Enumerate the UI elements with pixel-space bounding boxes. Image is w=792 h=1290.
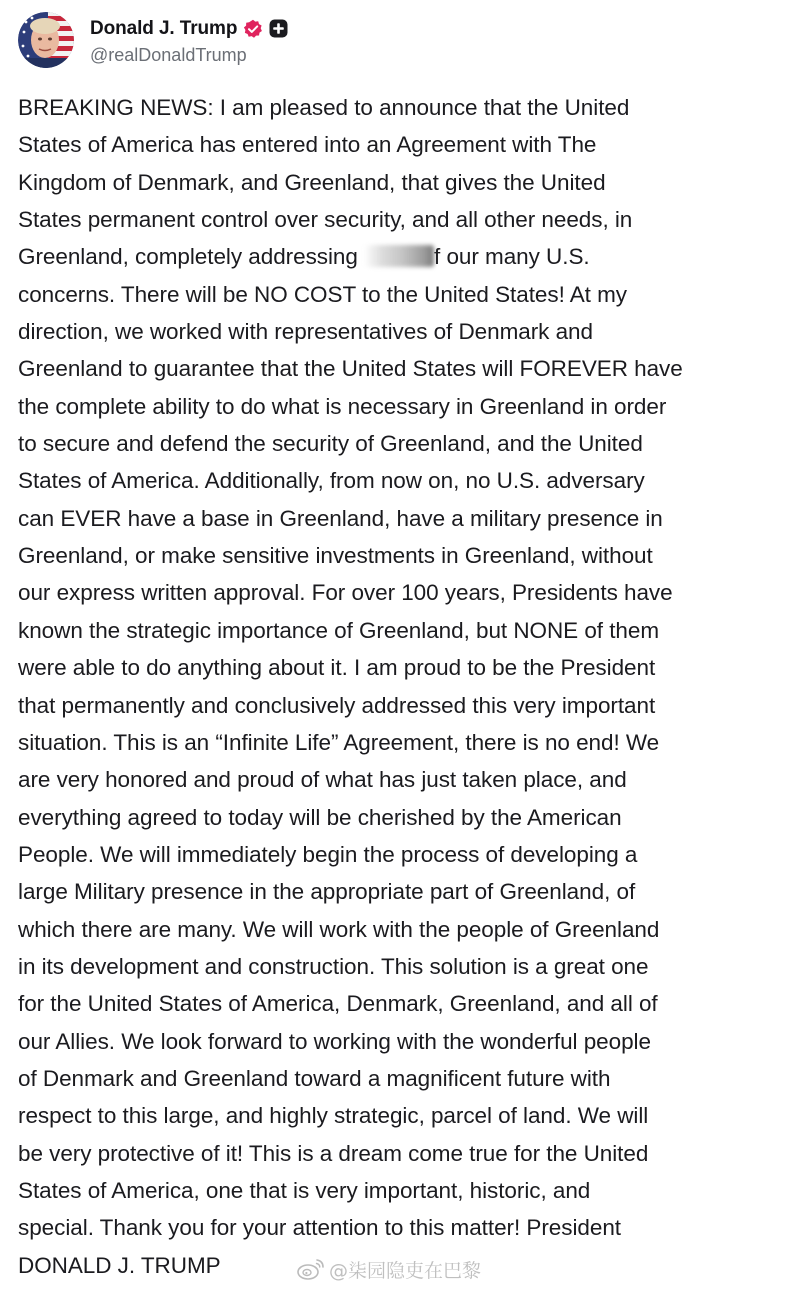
- watermark: [297, 1256, 481, 1282]
- name-block: [90, 15, 288, 66]
- post-line: People. We will immediately begin the process of developing a: [18, 841, 638, 867]
- post-line: can EVER have a base in Greenland, have a military presence in: [18, 505, 663, 531]
- post-line: respect to this large, and highly strategic, parcel of land. We will: [18, 1103, 649, 1129]
- post-line: that permanently and conclusively addressed this very important: [18, 692, 656, 718]
- post-line: known the strategic importance of Greenland, but NONE of them: [18, 617, 660, 643]
- user-handle[interactable]: @realDonaldTrump: [90, 44, 247, 65]
- avatar[interactable]: [18, 12, 74, 68]
- post-line: were able to do anything about it. I am proud to be the President: [18, 655, 656, 681]
- name-row: [90, 15, 288, 43]
- post-line: Greenland to guarantee that the United States will FOREVER have: [18, 356, 683, 382]
- display-name[interactable]: Donald J. Trump: [90, 17, 238, 39]
- post-line-after-redaction: f our many U.S.: [434, 244, 590, 270]
- post-header: [18, 10, 288, 70]
- post-line: States permanent control over security, and all other needs, in: [18, 207, 633, 233]
- post-line: special. Thank you for your attention to this matter! President: [18, 1215, 621, 1241]
- post-line: everything agreed to today will be cherished by the American: [18, 804, 622, 830]
- post-body: [18, 89, 778, 1284]
- post-line: be very protective of it! This is a dream come true for the United: [18, 1140, 649, 1166]
- post-line: our Allies. We look forward to working with the wonderful people: [18, 1028, 651, 1054]
- post-line: our express written approval. For over 100 years, Presidents have: [18, 580, 673, 606]
- post-line: in its development and construction. This solution is a great one: [18, 953, 649, 979]
- post-line: which there are many. We will work with the people of Greenland: [18, 916, 660, 942]
- post-line: are very honored and proud of what has just taken place, and: [18, 767, 627, 793]
- watermark-text: @柒园隐吏在巴黎: [329, 1259, 482, 1282]
- post-line: States of America. Additionally, from now on, no U.S. adversary: [18, 468, 645, 494]
- post-line: Greenland, or make sensitive investments in Greenland, without: [18, 543, 653, 569]
- plus-badge-icon: [269, 19, 288, 38]
- post-line: BREAKING NEWS: I am pleased to announce that the United: [18, 95, 630, 120]
- redacted-blur: [364, 245, 434, 267]
- post-line: large Military presence in the appropriate part of Greenland, of: [18, 879, 636, 905]
- post-line: to secure and defend the security of Greenland, and the United: [18, 431, 643, 457]
- post-line: situation. This is an “Infinite Life” Agreement, there is no end! We: [18, 729, 660, 755]
- post-line: the complete ability to do what is necessary in Greenland in order: [18, 393, 667, 419]
- verified-badge-icon: [243, 19, 263, 39]
- post-line: [18, 238, 778, 275]
- post-line: concerns. There will be NO COST to the United States! At my: [18, 281, 627, 307]
- weibo-icon: [297, 1258, 325, 1280]
- post-line: direction, we worked with representatives of Denmark and: [18, 319, 593, 345]
- post-line: of Denmark and Greenland toward a magnificent future with: [18, 1065, 611, 1091]
- post-line: for the United States of America, Denmark, Greenland, and all of: [18, 991, 658, 1017]
- post-line: DONALD J. TRUMP: [18, 1252, 221, 1278]
- post-line: States of America, one that is very important, historic, and: [18, 1177, 591, 1203]
- post-line: States of America has entered into an Agreement with The: [18, 132, 597, 158]
- post-line-before-redaction: Greenland, completely addressing: [18, 244, 365, 270]
- post-line: Kingdom of Denmark, and Greenland, that gives the United: [18, 169, 606, 195]
